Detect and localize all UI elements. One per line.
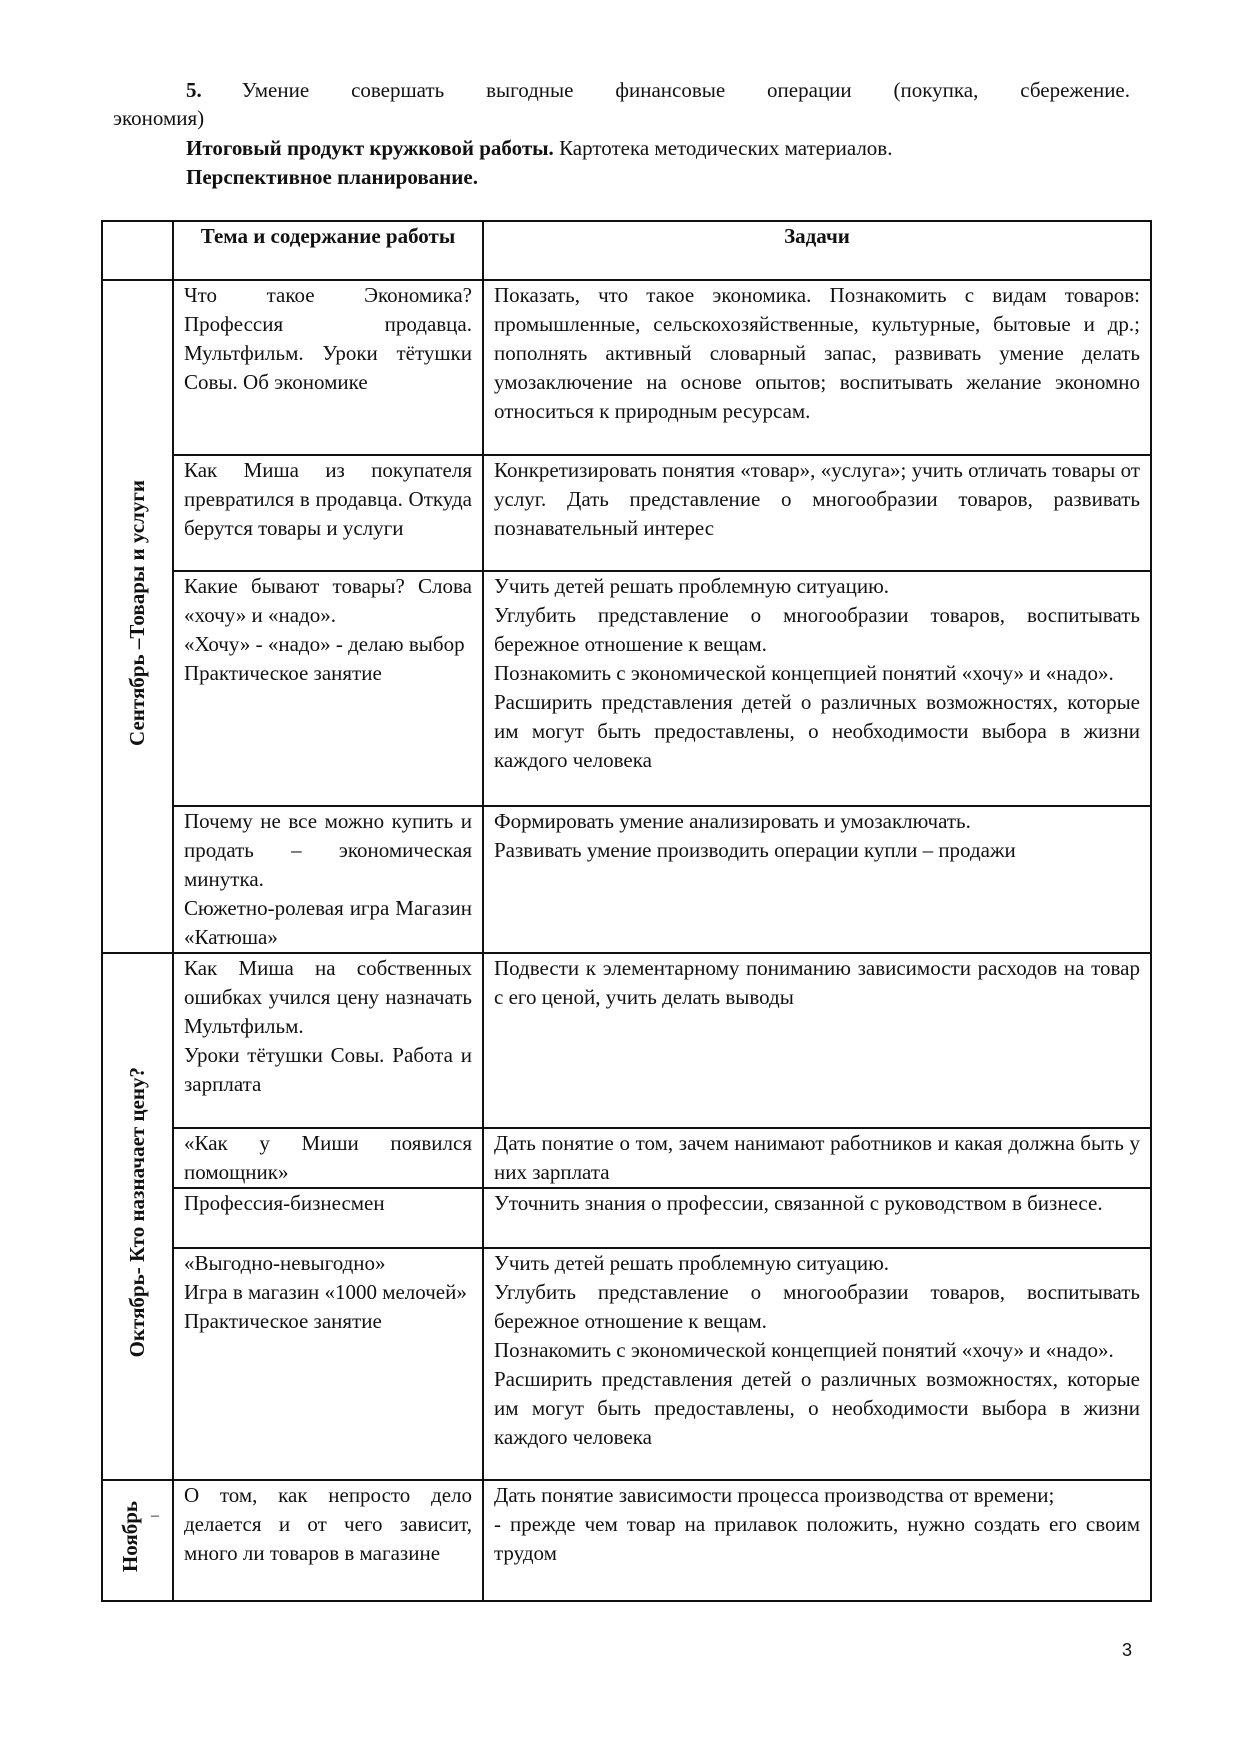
tasks-cell: [483, 953, 1151, 1128]
topic-cell: [173, 1128, 483, 1188]
cell-paragraph: Игра в магазин «1000 мелочей»: [184, 1280, 467, 1304]
cell-paragraph: Развивать умение производить операции купли – продажи: [494, 838, 1016, 862]
cell-paragraph: Практическое занятие: [184, 661, 382, 685]
cell-paragraph: Сюжетно-ролевая игра Магазин «Катюша»: [184, 896, 472, 949]
month-october: [102, 953, 173, 1480]
final-product-text: Картотека методических материалов.: [553, 136, 893, 160]
topic-cell: [173, 806, 483, 953]
tasks-cell: [483, 1480, 1151, 1601]
cell-paragraph: Учить детей решать проблемную ситуацию.: [494, 1251, 890, 1275]
table-row: [102, 953, 1151, 1128]
month-november: [102, 1480, 173, 1601]
cell-paragraph: Какие бывают товары? Слова «хочу» и «надо».: [184, 574, 472, 627]
table-header-row: [102, 221, 1151, 280]
tasks-cell: [483, 806, 1151, 953]
cell-paragraph: Дать понятие о том, зачем нанимают работников и какая должна быть у них зарплата: [494, 1131, 1140, 1184]
goal-item-line1: [186, 76, 1130, 104]
cell-paragraph: Почему не все можно купить и продать – экономическая минутка.: [184, 809, 472, 891]
month-label: Сентябрь –Товары и услуги: [125, 479, 149, 746]
cell-paragraph: «Как у Миши появился помощник»: [184, 1131, 472, 1184]
tasks-cell: [483, 1188, 1151, 1248]
topic-cell: [173, 571, 483, 806]
cell-paragraph: О том, как непросто дело делается и от чего зависит, много ли товаров в магазине: [184, 1483, 472, 1565]
topic-cell: [173, 953, 483, 1128]
planning-table: [101, 220, 1152, 1602]
final-product: [186, 134, 892, 162]
header-month: [102, 221, 173, 280]
cell-paragraph: Углубить представление о многообразии товаров, воспитывать бережное отношение к вещам.: [494, 603, 1140, 656]
cell-paragraph: Уточнить знания о профессии, связанной с руководством в бизнесе.: [494, 1191, 1103, 1215]
tasks-cell: [483, 1128, 1151, 1188]
topic-cell: [173, 1248, 483, 1480]
topic-cell: Что такое Экономика? Профессия продавца. Мультфильм. Уроки тётушки Совы. Об экономике: [173, 280, 483, 455]
cell-paragraph: Познакомить с экономической концепцией понятий «хочу» и «надо».: [494, 661, 1114, 685]
cell-paragraph: Познакомить с экономической концепцией понятий «хочу» и «надо».: [494, 1338, 1114, 1362]
cell-paragraph: Расширить представления детей о различных возможностях, которые им могут быть предоставлены, о необходимости выбора в жизни каждого человека: [494, 1367, 1140, 1449]
header-tasks: Задачи: [483, 221, 1151, 280]
tasks-cell: Конкретизировать понятия «товар», «услуга»; учить отличать товары от услуг. Дать представление о многообразии товаров, развивать познавательный интерес: [483, 455, 1151, 571]
tasks-cell: [483, 571, 1151, 806]
table-row: [102, 1188, 1151, 1248]
cell-paragraph: Подвести к элементарному пониманию зависимости расходов на товар с его ценой, учить делать выводы: [494, 956, 1140, 1009]
table-row: [102, 1248, 1151, 1480]
cell-paragraph: Формировать умение анализировать и умозаключать.: [494, 809, 971, 833]
cell-paragraph: Уроки тётушки Совы. Работа и зарплата: [184, 1043, 472, 1096]
cell-paragraph: Учить детей решать проблемную ситуацию.: [494, 574, 890, 598]
cell-paragraph: Профессия-бизнесмен: [184, 1191, 385, 1215]
month-september: [102, 280, 173, 953]
page-number: 3: [1122, 1640, 1133, 1660]
topic-cell: [173, 1188, 483, 1248]
cell-paragraph: - прежде чем товар на прилавок положить, нужно создать его своим трудом: [494, 1512, 1140, 1565]
tasks-cell: [483, 1248, 1151, 1480]
item-text: Умение совершать выгодные финансовые операции (покупка, сбережение.: [241, 78, 1130, 102]
cell-paragraph: Как Миша на собственных ошибках учился цену назначать Мультфильм.: [184, 956, 472, 1038]
month-dash: –: [151, 1506, 159, 1524]
table-row: [102, 1480, 1151, 1601]
planning-heading: Перспективное планирование.: [186, 165, 478, 189]
month-label: Октябрь- Кто назначает цену?: [125, 1067, 149, 1358]
item-number: 5.: [186, 78, 202, 102]
cell-paragraph: «Хочу» - «надо» - делаю выбор: [184, 632, 465, 656]
month-label: Ноябрь: [118, 1500, 142, 1573]
table-row: [102, 455, 1151, 571]
tasks-cell: Показать, что такое экономика. Познакомить с видам товаров: промышленные, сельскохозяйственные, культурные, бытовые и др.; пополнять активный словарный запас, развивать умение делать умозаключение на основе опытов; воспитывать желание экономно относиться к природным ресурсам.: [483, 280, 1151, 455]
cell-paragraph: Практическое занятие: [184, 1309, 382, 1333]
topic-cell: Как Миша из покупателя превратился в продавца. Откуда берутся товары и услуги: [173, 455, 483, 571]
table-row: [102, 806, 1151, 953]
cell-paragraph: Расширить представления детей о различных возможностях, которые им могут быть предоставлены, о необходимости выбора в жизни каждого человека: [494, 690, 1140, 772]
goal-item-line2: экономия): [113, 106, 205, 130]
table-row: [102, 280, 1151, 455]
topic-cell: [173, 1480, 483, 1601]
header-topic: Тема и содержание работы: [173, 221, 483, 280]
table-row: [102, 1128, 1151, 1188]
cell-paragraph: Дать понятие зависимости процесса производства от времени;: [494, 1483, 1055, 1507]
cell-paragraph: «Выгодно-невыгодно»: [184, 1251, 386, 1275]
table-row: [102, 571, 1151, 806]
cell-paragraph: Углубить представление о многообразии товаров, воспитывать бережное отношение к вещам.: [494, 1280, 1140, 1333]
final-product-label: Итоговый продукт кружковой работы.: [186, 136, 554, 160]
